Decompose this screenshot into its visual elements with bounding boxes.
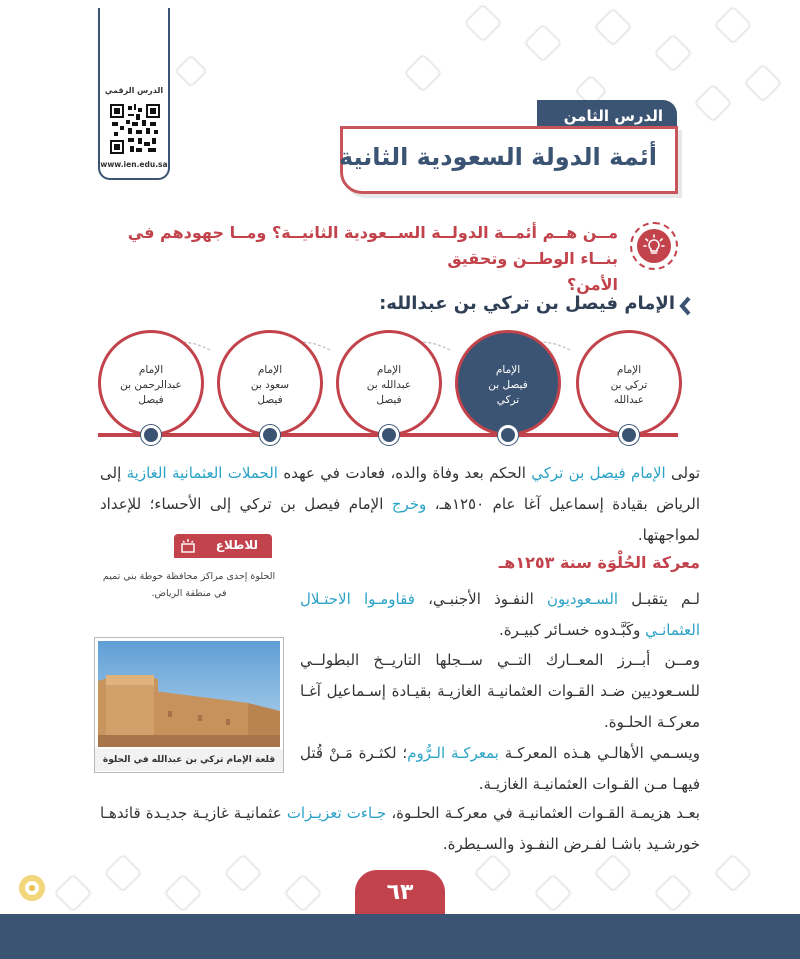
page-number: ٦٣ [355,870,445,914]
timeline-dot [379,425,399,445]
footer-bar [0,914,800,959]
timeline-imam-abdulrahman: الإمام عبدالرحمن بن فيصل [98,330,204,436]
timeline-dot [141,425,161,445]
paragraph-battle: ومــن أبــرز المعــارك التــي ســجلها التاريــخ البطولــي للسـعوديين ضـد القـوات العثمانيـة الغازيـة بقيـادة إسـماعيل آغـا معركـة الحلـوة. [300,651,700,731]
lesson-question-line1: مــن هــم أئمــة الدولــة الســعودية الثانيــة؟ ومــا جهودهم في بنــاء الوطــن وتحقيق [127,223,618,268]
qr-code-icon[interactable] [110,104,160,154]
lesson-question [98,220,618,298]
timeline-dot [619,425,639,445]
lesson-title: أئمة الدولة السعودية الثانية [338,143,657,171]
lesson-question-line2: الأمن؟ [567,275,618,294]
digital-lesson-card[interactable] [98,8,170,180]
timeline-imam-saud: الإمام سعود بن فيصل [217,330,323,436]
timeline-imam-faisal: الإمام فيصل بن تركي [455,330,561,436]
paragraph-faisal-reign: تولى الإمام فيصل بن تركي الحكم بعد وفاة والده، فعادت في عهده الحملات العثمانية الغازية إلى الرياض بقيادة إسماعيل آغا عام ١٢٥٠هـ، وخرج الإمام فيصل بن تركي إلى الأحساء؛ للإعداد لمواجهتها. [100,464,701,544]
imam-faisal-heading: الإمام فيصل بن تركي بن عبدالله: [379,293,675,314]
fort-photo [98,641,280,747]
timeline-dot [498,425,518,445]
photo-caption: قلعة الإمام تركي بن عبدالله في الحلوة [95,749,283,771]
battle-heading: معركة الحُلْوَة سنة ١٢٥٣هـ [498,553,700,572]
info-icon [180,538,196,554]
digital-lesson-label: الدرس الرقمي [104,86,164,95]
timeline-dot [260,425,280,445]
lightbulb-icon [630,222,678,270]
chevron-left-icon [678,296,694,316]
publisher-logo-icon [12,870,52,906]
paragraph-roman-battle: ويسـمي الأهالـي هـذه المعركـة بمعركـة الـرُّوم؛ لكثـرة مَـنْ قُتل فيهـا مـن القـوات العثمانيـة الغازيـة. [300,744,700,793]
timeline-imam-abdullah: الإمام عبدالله بن فيصل [336,330,442,436]
timeline-imam-turki: الإمام تركي بن عبدالله [576,330,682,436]
photo-frame [94,637,284,773]
info-box-text: الحلوة إحدى مراكز محافظة حوطة بني تميم في منطقة الرياض. [102,571,276,599]
lesson-number-tag: الدرس الثامن [537,100,677,134]
info-box-title: للاطلاع [215,538,258,552]
lesson-title-box [340,126,678,194]
paragraph-reinforcements: بعـد هزيمـة القـوات العثمانيـة في معركـة الحلـوة، جـاءت تعزيـزات عثمانيـة غازيـة جديـدة قائدهـا خورشـيد باشـا لفـرض النفـوذ والسـيطرة. [100,804,700,853]
digital-lesson-url[interactable]: www.ien.edu.sa [100,160,168,169]
paragraph-resistance: لـم يتقبـل السـعوديون النفـوذ الأجنبـي، فقاومـوا الاحتـلال العثمانـي وكَبَّـدوه خسـائر كبيـرة. [300,590,700,639]
imams-timeline [0,320,800,450]
